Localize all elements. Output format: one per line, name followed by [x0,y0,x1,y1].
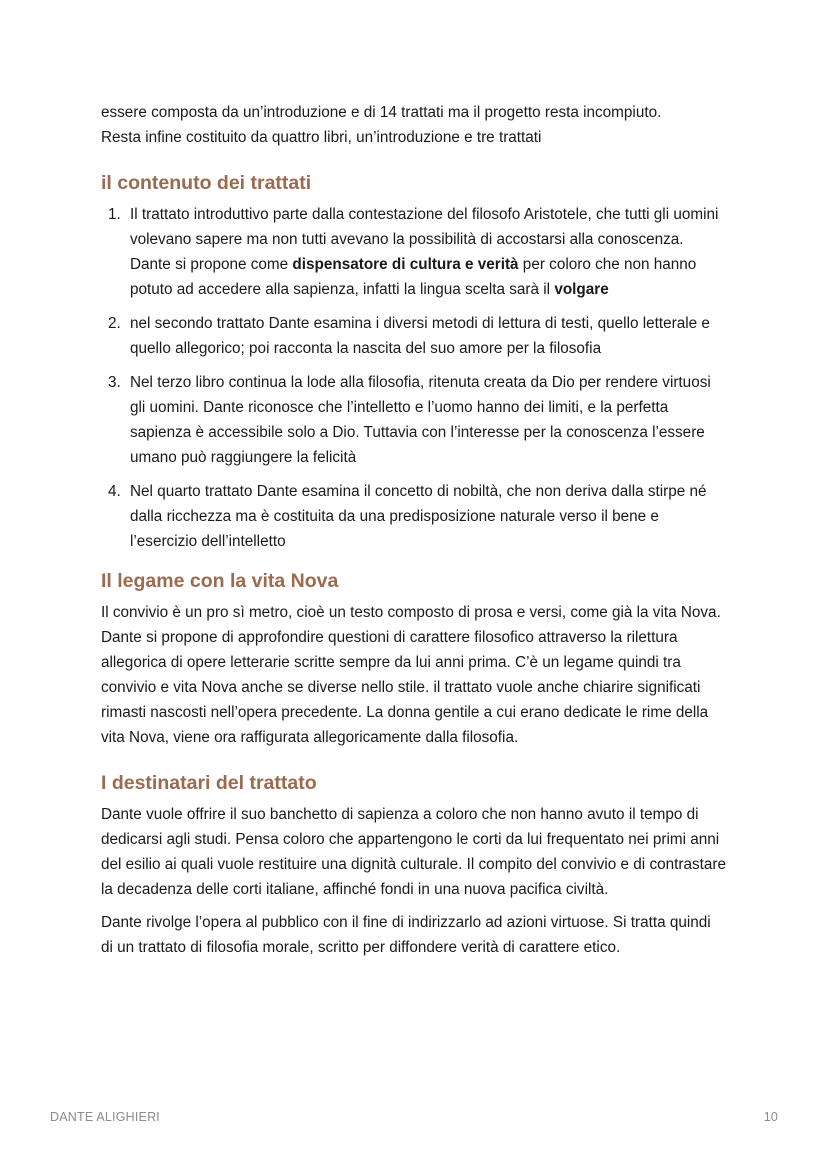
list-item-bold: volgare [554,281,609,298]
list-item [101,311,726,361]
section-heading-destinatari: I destinatari del trattato [101,772,317,794]
section-heading-contenuto: il contenuto dei trattati [101,172,312,194]
list-item [101,479,726,554]
list-item-text: Nel terzo libro continua la lode alla filosofia, ritenuta creata da Dio per rendere virtuosi gli uomini. Dante riconosce che l’intelletto e l’uomo hanno dei limiti, e la perfetta sapienza è accessibile solo a Dio. Tuttavia con l’interesse per la conoscenza l’essere umano può raggiungere la felicità [130,374,711,466]
list-item-text: per coloro che non hanno potuto ad accedere alla sapienza, infatti la lingua scelta sarà il [130,256,697,298]
intro-paragraph [101,100,726,150]
intro-line-1: essere composta da un’introduzione e di 14 trattati ma il progetto resta incompiuto. [101,104,662,121]
list-item [101,202,726,302]
legame-paragraph: Il convivio è un pro sì metro, cioè un testo composto di prosa e versi, come già la vita Nova. Dante si propone di approfondire questioni di carattere filosofico attraverso la rilettura allegorica di opere letterarie scritte sempre da lui anni prima. C’è un legame quindi tra convivio e vita Nova anche se diverse nello stile. il trattato vuole anche chiarire significati rimasti nascosti nell’opera precedente. La donna gentile a cui erano dedicate le rime della vita Nova, viene ora raffigurata allegoricamente dalla filosofia. [101,604,721,746]
page-content [101,100,726,960]
list-item-text: Il trattato introduttivo parte dalla contestazione del filosofo Aristotele, che tutti gli uomini volevano sapere ma non tutti avevano la possibilità di accostarsi alla conoscenza. Dante si propone come [130,206,719,273]
list-item [101,370,726,470]
section-heading-legame: Il legame con la vita Nova [101,570,339,592]
list-item-text: nel secondo trattato Dante esamina i diversi metodi di lettura di testi, quello letterale e quello allegorico; poi racconta la nascita del suo amore per la filosofia [130,315,710,357]
footer-author: DANTE ALIGHIERI [50,1110,160,1124]
list-item-number: 1. [108,206,121,223]
list-item-bold: dispensatore di cultura e verità [292,256,519,273]
list-item-text: Nel quarto trattato Dante esamina il concetto di nobiltà, che non deriva dalla stirpe né dalla ricchezza ma è costituita da una predisposizione naturale verso il bene e l’esercizio dell’intelletto [130,483,707,550]
list-item-number: 3. [108,374,121,391]
destinatari-paragraph-1: Dante vuole offrire il suo banchetto di sapienza a coloro che non hanno avuto il tempo di dedicarsi agli studi. Pensa coloro che appartengono le corti da lui frequentato nei primi anni del esilio ai quali vuole restituire una dignità culturale. Il compito del convivio e di contrastare la decadenza delle corti italiane, affinché fondi in una nuova pacifica civiltà. [101,806,726,898]
trattati-list [101,202,726,554]
intro-line-2: Resta infine costituito da quattro libri, un’introduzione e tre trattati [101,129,542,146]
destinatari-paragraph-2: Dante rivolge l’opera al pubblico con il fine di indirizzarlo ad azioni virtuose. Si tratta quindi di un trattato di filosofia morale, scritto per diffondere verità di carattere etico. [101,914,711,956]
list-item-number: 4. [108,483,121,500]
footer-page-number: 10 [763,1110,778,1124]
list-item-number: 2. [108,315,121,332]
